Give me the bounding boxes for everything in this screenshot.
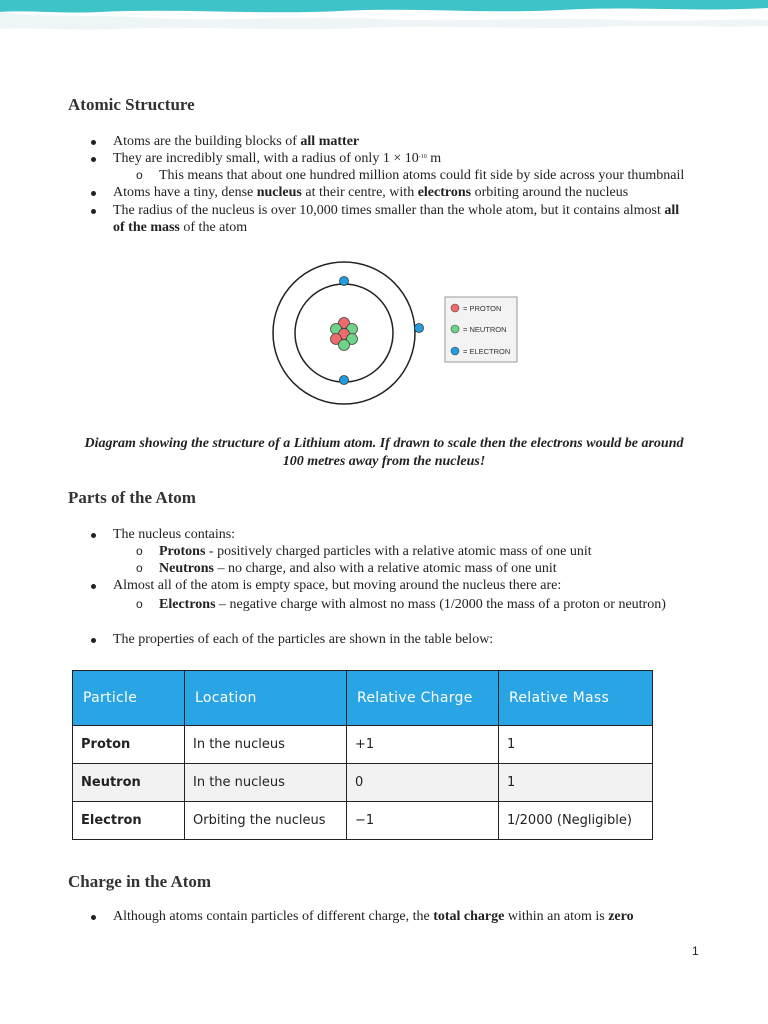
charge-bullet: Although atoms contain particles of different charge, the total charge within an atom is zero: [113, 909, 634, 924]
parts-bullet-2: Almost all of the atom is empty space, but moving around the nucleus there are:: [113, 578, 562, 593]
table-cell: In the nucleus: [185, 726, 347, 764]
intro-bullet-4-line1: The radius of the nucleus is over 10,000 times smaller than the whole atom, but it contains almost all: [113, 203, 680, 218]
table-cell: +1: [347, 726, 499, 764]
parts-sub-protons: Protons - positively charged particles with a relative atomic mass of one unit: [159, 544, 592, 559]
intro-bullet-1: Atoms are the building blocks of all matter: [113, 134, 360, 149]
heading-charge-in-atom: Charge in the Atom: [68, 872, 212, 891]
table-cell: 1: [499, 726, 653, 764]
diagram-caption-line1: Diagram showing the structure of a Lithium atom. If drawn to scale then the electrons would be around: [84, 436, 684, 451]
table-row: [73, 764, 653, 802]
table-cell: Electron: [73, 802, 185, 840]
legend-neutron-swatch: [451, 325, 459, 333]
bullet-dot: [91, 191, 96, 196]
intro-bullet-4-line2: of the mass of the atom: [113, 220, 248, 235]
bullet-dot: [91, 915, 96, 920]
bullet-dot: [91, 140, 96, 145]
table-row: [73, 726, 653, 764]
table-cell: In the nucleus: [185, 764, 347, 802]
lithium-atom-diagram: [260, 246, 530, 418]
parts-sub-neutrons: Neutrons – no charge, and also with a relative atomic mass of one unit: [159, 561, 557, 576]
legend-proton-label: = PROTON: [463, 304, 502, 313]
neutron-particle: [339, 340, 350, 351]
table-cell: 1/2000 (Negligible): [499, 802, 653, 840]
table-cell: 0: [347, 764, 499, 802]
table-header-cell: Relative Charge: [347, 671, 499, 726]
sub-bullet-marker: o: [136, 597, 143, 611]
table-row: [73, 802, 653, 840]
particle-properties-table: [72, 670, 653, 840]
parts-sub-electrons: Electrons – negative charge with almost no mass (1/2000 the mass of a proton or neutron): [159, 597, 666, 612]
heading-parts-of-atom: Parts of the Atom: [68, 488, 196, 507]
table-header-row: [73, 671, 653, 726]
table-cell: Proton: [73, 726, 185, 764]
page-number: 1: [692, 944, 699, 958]
table-cell: Neutron: [73, 764, 185, 802]
legend-neutron-label: = NEUTRON: [463, 325, 507, 334]
diagram-caption-line2: 100 metres away from the nucleus!: [282, 454, 486, 469]
heading-atomic-structure: Atomic Structure: [68, 95, 195, 114]
table-header-cell: Relative Mass: [499, 671, 653, 726]
bullet-dot: [91, 209, 96, 214]
legend-electron-swatch: [451, 347, 459, 355]
intro-bullet-2: They are incredibly small, with a radius of only $1 \times 10^{-10}$ m: [113, 151, 442, 166]
table-cell: Orbiting the nucleus: [185, 802, 347, 840]
sub-bullet-marker: o: [136, 544, 143, 558]
electron-particle: [340, 376, 349, 385]
parts-bullet-1: The nucleus contains:: [113, 527, 236, 542]
sub-bullet-marker: o: [136, 561, 143, 575]
legend-proton-swatch: [451, 304, 459, 312]
table-cell: −1: [347, 802, 499, 840]
parts-bullet-3: The properties of each of the particles are shown in the table below:: [113, 632, 494, 647]
table-cell: 1: [499, 764, 653, 802]
sub-bullet-marker: o: [136, 168, 143, 182]
bullet-dot: [91, 638, 96, 643]
bullet-dot: [91, 533, 96, 538]
intro-bullet-3: Atoms have a tiny, dense nucleus at their centre, with electrons orbiting around the nucleus: [113, 185, 629, 200]
legend-electron-label: = ELECTRON: [463, 347, 511, 356]
nucleus: [331, 318, 358, 351]
bullet-dot: [91, 584, 96, 589]
table-header-cell: Particle: [73, 671, 185, 726]
electron-particle: [340, 277, 349, 286]
diagram-legend: [445, 297, 517, 362]
table-header-cell: Location: [185, 671, 347, 726]
header-banner: [0, 0, 768, 42]
electron-particle: [415, 324, 424, 333]
bullet-dot: [91, 157, 96, 162]
intro-sub-bullet: This means that about one hundred million atoms could fit side by side across your thumbnail: [159, 168, 685, 183]
